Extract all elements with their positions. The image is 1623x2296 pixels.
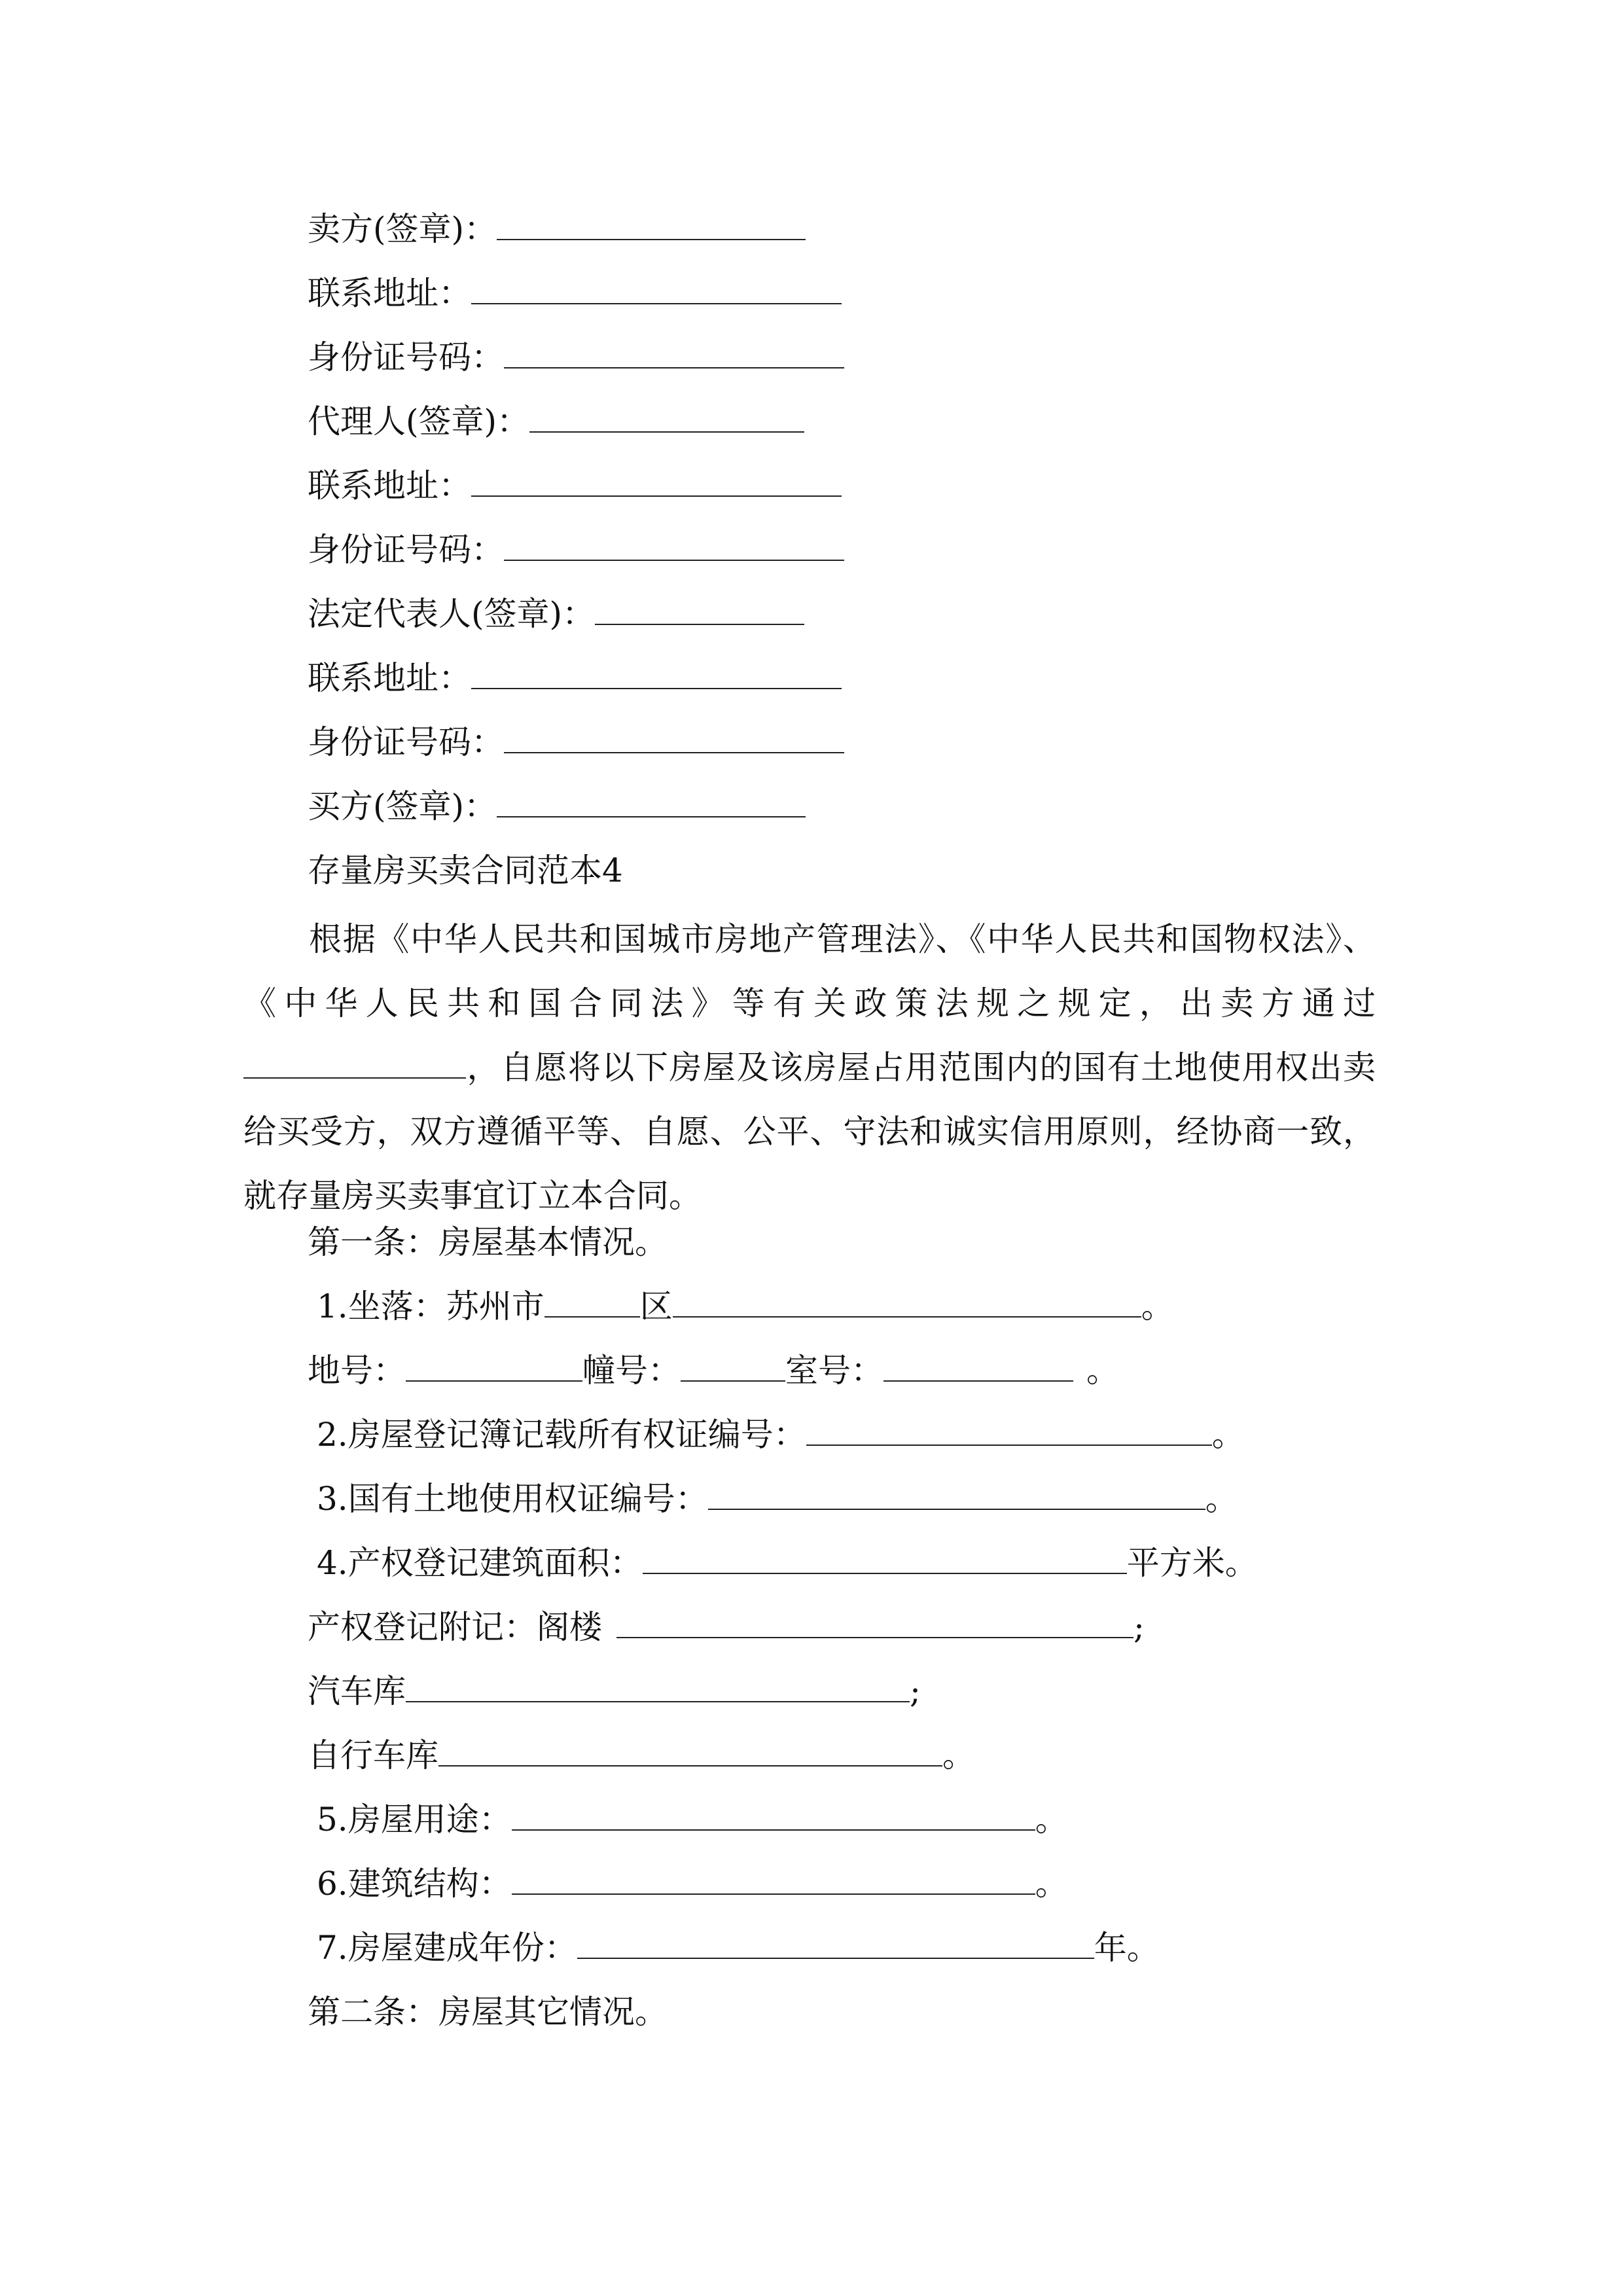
seller-sign-line (308, 209, 806, 249)
buyer-sign-field[interactable] (497, 790, 806, 817)
garage-line (308, 1672, 921, 1711)
note-line (308, 1607, 1145, 1647)
address-label-3: 联系地址： (308, 659, 471, 697)
buyer-sign-line (308, 787, 806, 826)
location-field[interactable] (673, 1290, 1141, 1318)
note-label: 产权登记附记：阁楼 (308, 1608, 602, 1646)
location-label: 1.坐落：苏州市 (317, 1287, 544, 1325)
note-semicolon: ; (1133, 1608, 1145, 1646)
land-line (317, 1479, 1238, 1518)
structure-field[interactable] (512, 1867, 1035, 1895)
id-label-2: 身份证号码： (308, 531, 504, 569)
building-label: 幢号： (582, 1352, 681, 1390)
use-label: 5.房屋用途： (317, 1801, 512, 1839)
bike-garage-label: 自行车库 (308, 1736, 438, 1774)
district-label: 区 (639, 1287, 673, 1325)
id-label-1: 身份证号码： (308, 338, 504, 376)
location-line (317, 1287, 1174, 1326)
preamble-paragraph (243, 907, 1376, 1228)
cert-label: 2.房屋登记簿记载所有权证编号： (317, 1416, 806, 1454)
id-field-3[interactable] (504, 726, 844, 753)
id-line-1 (308, 338, 844, 377)
land-field[interactable] (708, 1482, 1205, 1510)
address-field-3[interactable] (471, 662, 842, 689)
contract-title: 存量房买卖合同范本4 (308, 852, 623, 889)
address-line-2 (308, 466, 842, 505)
legal-rep-sign-line (308, 594, 804, 634)
use-field[interactable] (512, 1803, 1035, 1831)
address-line-3 (308, 658, 842, 698)
address-field-1[interactable] (471, 277, 842, 304)
bike-garage-period: 。 (942, 1736, 975, 1774)
garage-field[interactable] (406, 1675, 910, 1702)
room-field[interactable] (883, 1354, 1073, 1382)
structure-label: 6.建筑结构： (317, 1865, 512, 1903)
id-line-2 (308, 530, 844, 569)
seller-sign-label: 卖方(签章)： (308, 210, 497, 248)
year-unit: 年。 (1094, 1929, 1160, 1967)
land-period: 。 (1205, 1480, 1238, 1518)
seller-sign-field[interactable] (497, 213, 806, 240)
preamble-text-a: 根据《中华人民共和国城市房地产管理法》、《中华人民共和国物权法》、《中华人民共和国合同法》等有关政策法规之规定，出卖方通过 (243, 920, 1376, 1022)
id-label-3: 身份证号码： (308, 723, 504, 761)
address-label-2: 联系地址： (308, 467, 471, 505)
lot-field[interactable] (406, 1354, 582, 1382)
article2-heading: 第二条：房屋其它情况。 (308, 1993, 668, 2031)
agent-sign-line (308, 402, 804, 441)
year-line (317, 1928, 1160, 1967)
address-field-2[interactable] (471, 469, 842, 497)
area-line (317, 1543, 1258, 1583)
id-line-3 (308, 723, 844, 762)
preamble-method-field[interactable] (243, 1051, 466, 1079)
district-field[interactable] (544, 1290, 640, 1318)
attic-field[interactable] (616, 1611, 1133, 1638)
area-unit: 平方米。 (1126, 1544, 1258, 1582)
structure-line (317, 1864, 1068, 1903)
structure-period: 。 (1035, 1865, 1068, 1903)
lot-line (308, 1351, 1119, 1390)
cert-field[interactable] (806, 1418, 1212, 1446)
id-field-1[interactable] (504, 341, 844, 368)
garage-label: 汽车库 (308, 1672, 406, 1710)
buyer-sign-label: 买方(签章)： (308, 787, 497, 825)
land-label: 3.国有土地使用权证编号： (317, 1480, 708, 1518)
preamble-text-b: ，自愿将以下房屋及该房屋占用范围内的国有土地使用权出卖给买受方，双方遵循平等、自愿、公平、守法和诚实信用原则，经协商一致，就存量房买卖事宜订立本合同。 (243, 1049, 1376, 1215)
area-label: 4.产权登记建筑面积： (317, 1544, 643, 1582)
location-period: 。 (1141, 1287, 1174, 1325)
cert-period: 。 (1211, 1416, 1245, 1454)
cert-line (317, 1415, 1245, 1454)
address-label-1: 联系地址： (308, 274, 471, 312)
agent-sign-field[interactable] (529, 405, 804, 433)
address-line-1 (308, 274, 842, 313)
legal-rep-sign-label: 法定代表人(签章)： (308, 595, 596, 633)
year-field[interactable] (577, 1931, 1094, 1959)
area-field[interactable] (643, 1547, 1127, 1574)
article1-heading: 第一条：房屋基本情况。 (308, 1223, 668, 1261)
id-field-2[interactable] (504, 533, 844, 561)
agent-sign-label: 代理人(签章)： (308, 403, 530, 440)
room-label: 室号： (785, 1352, 883, 1390)
bike-garage-field[interactable] (438, 1739, 942, 1767)
use-line (317, 1800, 1068, 1839)
bike-garage-line (308, 1736, 975, 1775)
garage-semicolon: ; (910, 1672, 921, 1710)
legal-rep-sign-field[interactable] (595, 598, 804, 625)
lot-period: 。 (1086, 1352, 1119, 1390)
building-field[interactable] (681, 1354, 785, 1382)
lot-label: 地号： (308, 1352, 406, 1390)
year-label: 7.房屋建成年份： (317, 1929, 577, 1967)
use-period: 。 (1035, 1801, 1068, 1839)
